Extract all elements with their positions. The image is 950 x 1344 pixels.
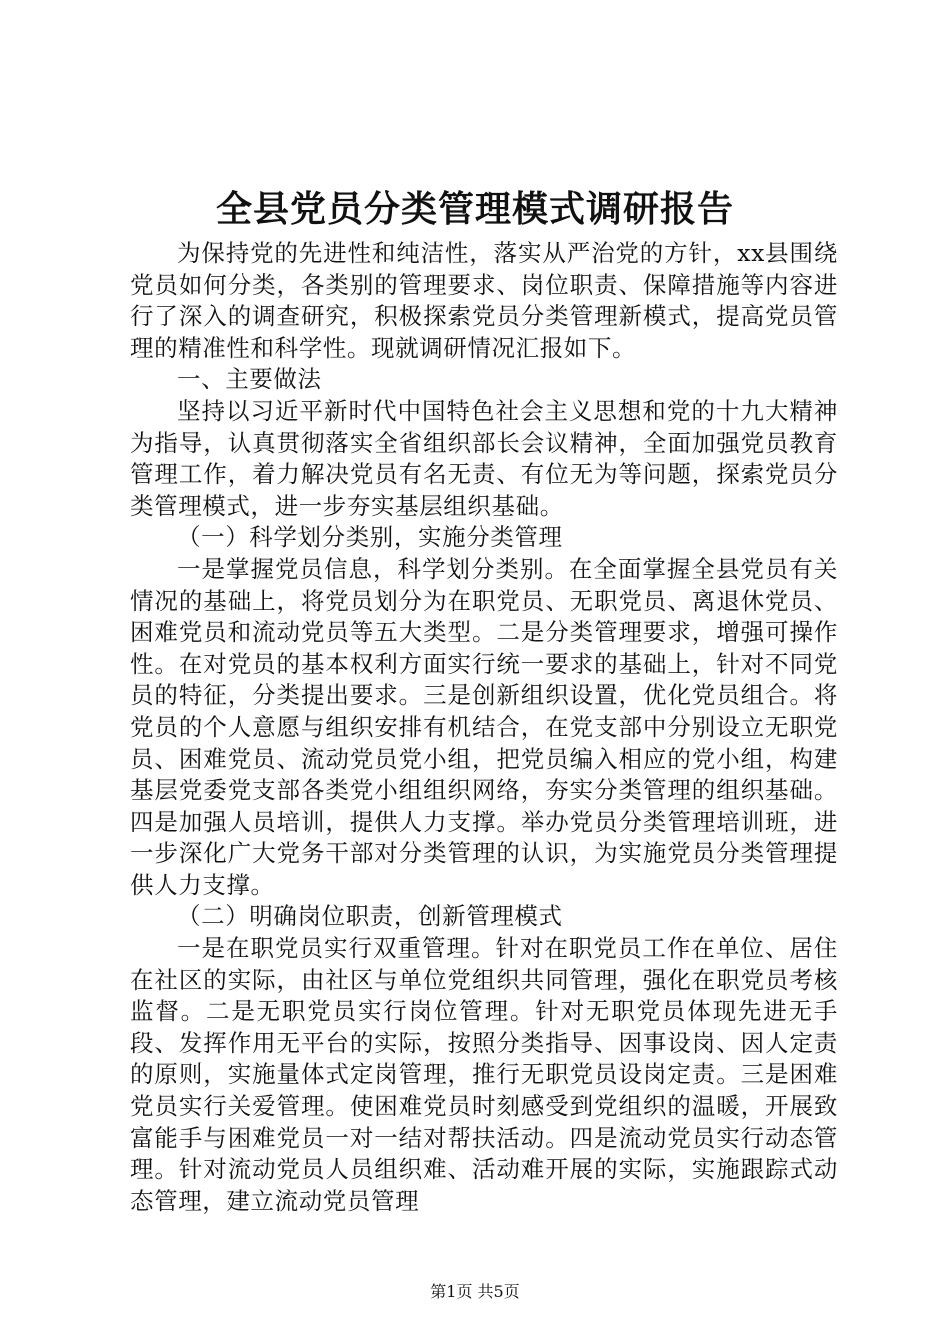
subsection-heading-2: （二）明确岗位职责，创新管理模式 (177, 902, 563, 931)
document-body (130, 238, 838, 1217)
subsection-heading-1: （一）科学划分类别，实施分类管理 (177, 523, 563, 552)
document-title: 全县党员分类管理模式调研报告 (215, 188, 734, 230)
section-heading-main-practices: 一、主要做法 (177, 365, 322, 394)
body-paragraph: 一是在职党员实行双重管理。针对在职党员工作在单位、居住在社区的实际，由社区与单位党组织共同管理，强化在职党员考核监督。二是无职党员实行岗位管理。针对无职党员体现先进无手段、发挥作用无平台的实际，按照分类指导、因事设岗、因人定责的原则，实施量体式定岗管理，推行无职党员设岗定责。三是困难党员实行关爱管理。使困难党员时刻感受到党组织的温暖，开展致富能手与困难党员一对一结对帮扶活动。四是流动党员实行动态管理。针对流动党员人员组织难、活动难开展的实际，实施跟踪式动态管理，建立流动党员管理 (130, 934, 838, 1215)
intro-paragraph: 为保持党的先进性和纯洁性，落实从严治党的方针，xx县围绕党员如何分类，各类别的管理要求、岗位职责、保障措施等内容进行了深入的调查研究，积极探索党员分类管理新模式，提高党员管理的精准性和科学性。现就调研情况汇报如下。 (130, 239, 838, 362)
body-paragraph: 一是掌握党员信息，科学划分类别。在全面掌握全县党员有关情况的基础上，将党员划分为在职党员、无职党员、离退休党员、困难党员和流动党员等五大类型。二是分类管理要求，增强可操作性。在对党员的基本权利方面实行统一要求的基础上，针对不同党员的特征，分类提出要求。三是创新组织设置，优化党员组合。将党员的个人意愿与组织安排有机结合，在党支部中分别设立无职党员、困难党员、流动党员党小组，把党员编入相应的党小组，构建基层党委党支部各类党小组组织网络，夯实分类管理的组织基础。四是加强人员培训，提供人力支撑。举办党员分类管理培训班，进一步深化广大党务干部对分类管理的认识，为实施党员分类管理提供人力支撑。 (130, 554, 838, 899)
page-number-footer: 第1页 共5页 (430, 1282, 520, 1301)
body-paragraph: 坚持以习近平新时代中国特色社会主义思想和党的十九大精神为指导，认真贯彻落实全省组织部长会议精神，全面加强党员教育管理工作，着力解决党员有名无责、有位无为等问题，探索党员分类管理模式，进一步夯实基层组织基础。 (130, 396, 838, 520)
